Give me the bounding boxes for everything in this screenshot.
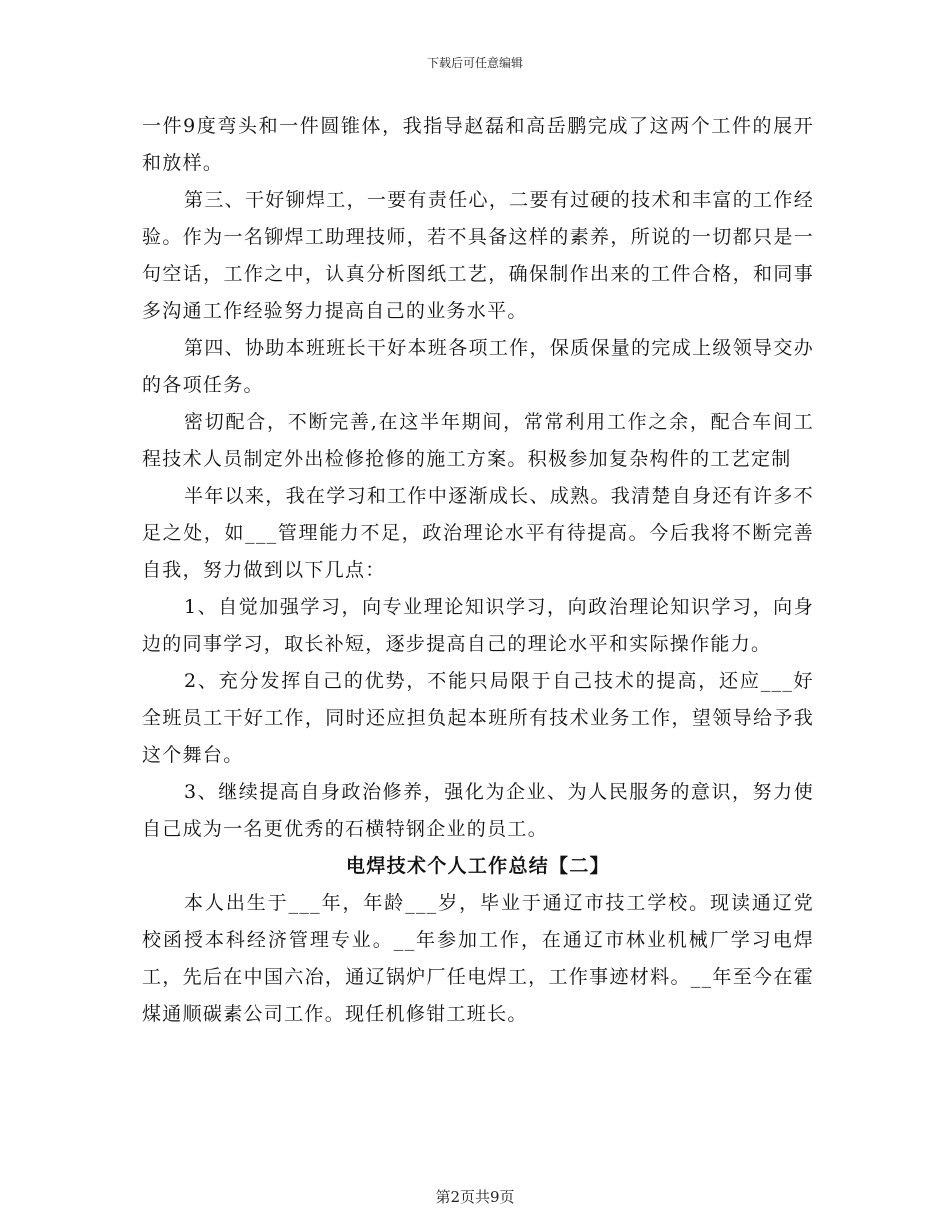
paragraph-point-three: 第三、干好铆焊工，一要有责任心，二要有过硬的技术和丰富的工作经验。作为一名铆焊工助理技师，若不具备这样的素养，所说的一切都只是一句空话，工作之中，认真分析图纸工艺，确保制作出来的工件合格，和同事多沟通工作经验努力提高自己的业务水平。: [142, 189, 814, 322]
paragraph-item-3: 3、继续提高自身政治修养，强化为企业、为人民服务的意识，努力使自己成为一名更优秀的石横特钢企业的员工。: [142, 781, 814, 840]
paragraph-half-year: 半年以来，我在学习和工作中逐渐成长、成熟。我清楚自身还有许多不足之处，如___管理能力不足，政治理论水平有待提高。今后我将不断完善自我，努力做到以下几点：: [142, 485, 814, 581]
paragraph-cooperation: 密切配合，不断完善,在这半年期间，常常利用工作之余，配合车间工程技术人员制定外出检修抢修的施工方案。积极参加复杂构件的工艺定制: [142, 411, 814, 470]
page-header-note: 下载后可任意编辑: [426, 56, 523, 70]
paragraph-point-four: 第四、协助本班班长干好本班各项工作，保质保量的完成上级领导交办的各项任务。: [142, 337, 814, 396]
paragraph-continuation: 一件9度弯头和一件圆锥体，我指导赵磊和高岳鹏完成了这两个工件的展开和放样。: [142, 115, 814, 174]
section-title: 电焊技术个人工作总结【二】: [346, 855, 610, 877]
paragraph-item-1: 1、自觉加强学习，向专业理论知识学习，向政治理论知识学习，向身边的同事学习，取长补短，逐步提高自己的理论水平和实际操作能力。: [142, 596, 814, 655]
document-body: [142, 108, 814, 1033]
paragraph-bio: 本人出生于___年，年龄___岁，毕业于通辽市技工学校。现读通辽党校函授本科经济管理专业。__年参加工作，在通辽市林业机械厂学习电焊工，先后在中国六冶，通辽锅炉厂任电焊工，工作事迹材料。__年至今在霍煤通顺碳素公司工作。现任机修钳工班长。: [142, 892, 814, 1025]
paragraph-item-2: 2、充分发挥自己的优势，不能只局限于自己技术的提高，还应___好全班员工干好工作，同时还应担负起本班所有技术业务工作，望领导给予我这个舞台。: [142, 670, 814, 766]
page-number: 第2页共9页: [435, 1188, 515, 1206]
